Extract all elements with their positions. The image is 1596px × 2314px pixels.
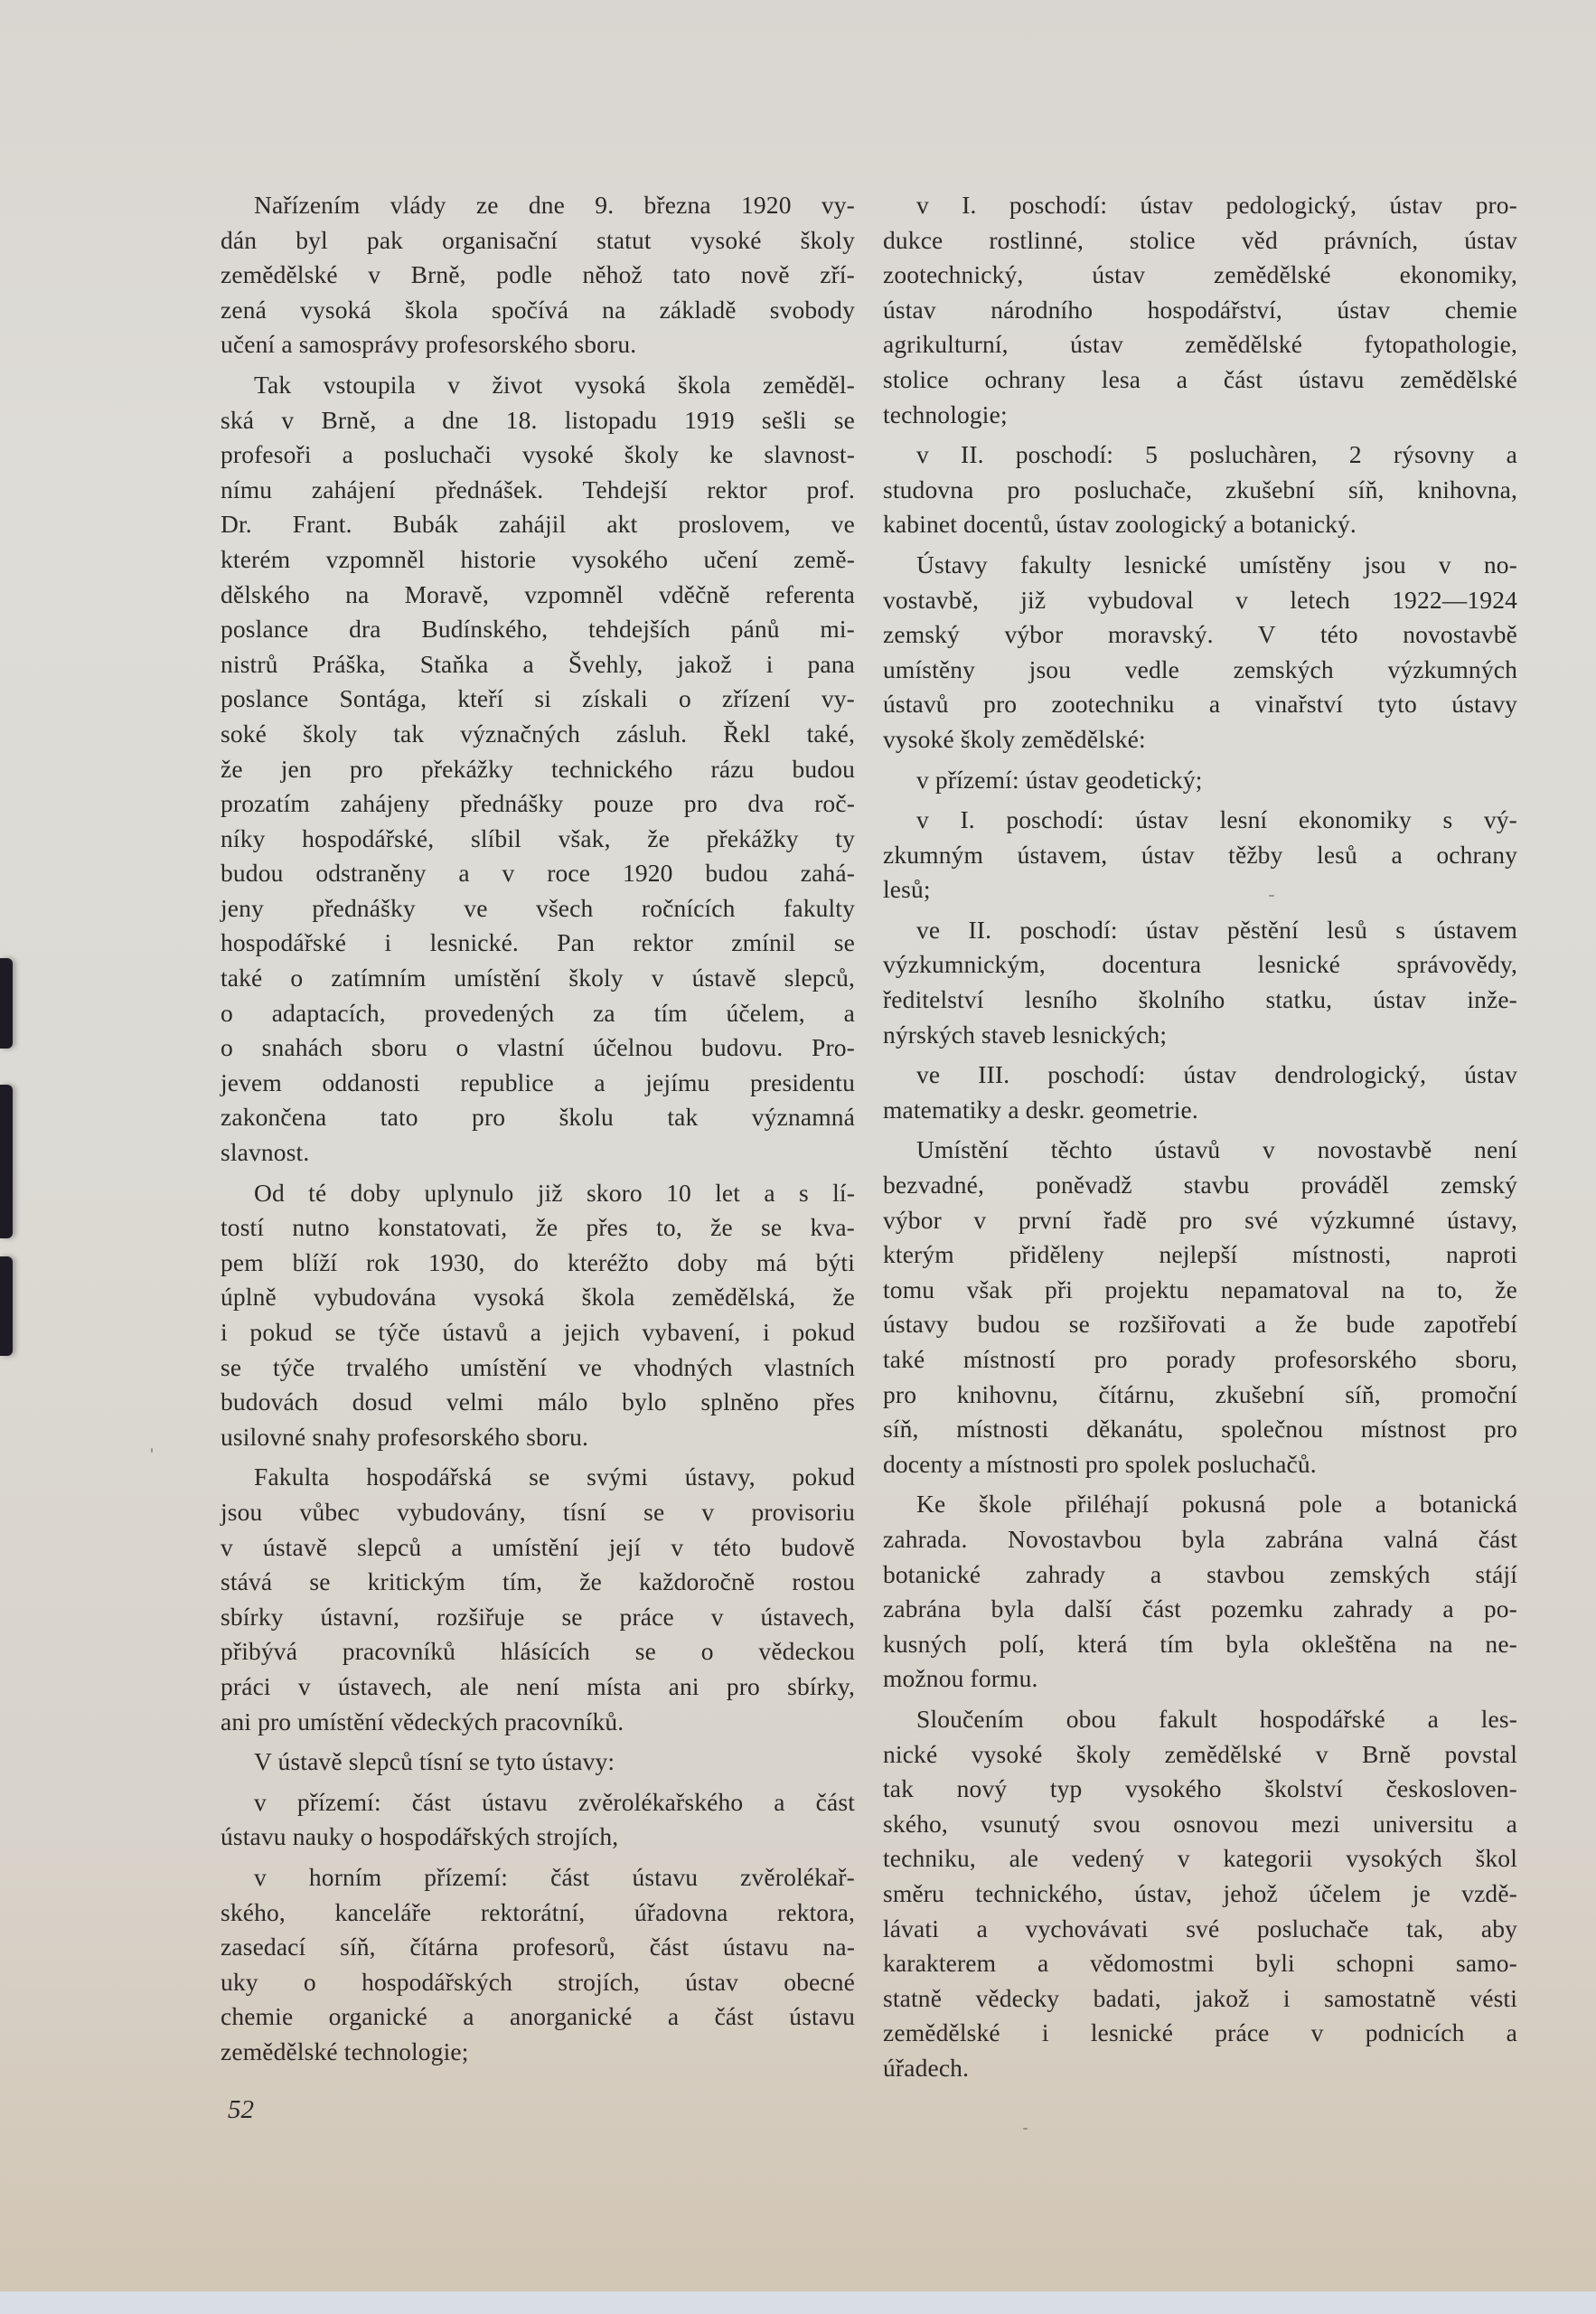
text-line: nýrských staveb lesnických; [883, 1020, 1168, 1049]
text-line: ústavu nauky o hospodářských strojích, [221, 1822, 619, 1851]
paragraph [883, 437, 1517, 542]
text-line: že jen pro překážky technického rázu budou [221, 754, 855, 783]
text-line: botanické zahrady a stavbou zemských stájí [883, 1559, 1517, 1588]
text-line: také místností pro porady profesorského sboru, [883, 1345, 1517, 1373]
scan-background [0, 2291, 1596, 2314]
paragraph [221, 368, 855, 1171]
text-line: v horním přízemí: část ústavu zvěrolékař- [254, 1862, 855, 1891]
text-line: v ústavě slepců a umístění její v této budově [221, 1532, 855, 1561]
text-line: jevem oddanosti republice a jejímu presidentu [221, 1068, 855, 1096]
text-line: ská v Brně, a dne 18. listopadu 1919 sešli se [221, 405, 855, 434]
text-line: Ústavy fakulty lesnické umístěny jsou v no- [916, 550, 1517, 578]
paper-speck [1023, 2128, 1028, 2130]
paper-speck [1269, 895, 1274, 897]
paragraph [221, 188, 855, 362]
paragraph [883, 763, 1517, 798]
text-line: zkumným ústavem, ústav těžby lesů a ochrany [883, 840, 1517, 869]
text-line: práci v ústavech, ale není místa ani pro sbírky, [221, 1671, 855, 1700]
text-line: ústav národního hospodářství, ústav chemie [883, 295, 1517, 324]
left-column [221, 188, 855, 2074]
paragraph [221, 1860, 855, 2070]
text-line: tomu však při projektu nepamatoval na to, že [883, 1275, 1517, 1303]
text-line: docenty a místnosti pro spolek posluchačů. [883, 1449, 1317, 1478]
text-line: jsou vůbec vybudovány, tísní se v provisoriu [221, 1497, 855, 1526]
text-line: výbor v první řadě pro své výzkumné ústavy, [883, 1205, 1517, 1234]
text-line: ského, vsunutý svou osnovou mezi universitu a [883, 1809, 1517, 1838]
text-line: vysoké školy zemědělské: [883, 724, 1146, 753]
text-line: dukce rostlinné, stolice věd právních, ústav [883, 225, 1517, 254]
text-line: lávati a vychovávati své posluchače tak, aby [883, 1914, 1517, 1942]
binding-edge [0, 958, 13, 1049]
paragraph [221, 1460, 855, 1739]
text-line: sbírky ústavní, rozšiřuje se práce v ústavech, [221, 1602, 855, 1631]
text-line: karakterem a vědomostmi byli schopni samo- [883, 1949, 1517, 1978]
text-line: poslance Sontága, kteří si získali o zřízení vy- [221, 684, 855, 713]
text-line: směru technického, ústav, jehož účelem je vzdě- [883, 1878, 1517, 1907]
text-line: studovna pro posluchače, zkušební síň, knihovna, [883, 475, 1517, 503]
text-line: bezvadné, poněvadž stavbu prováděl zemský [883, 1171, 1517, 1199]
text-line: ústavy budou se rozšiřovati a že bude zapotřebí [883, 1310, 1517, 1339]
text-line: uky o hospodářských strojích, ústav obecné [221, 1967, 855, 1996]
text-line: možnou formu. [883, 1664, 1038, 1693]
text-line: agrikulturní, ústav zemědělské fytopathologie, [883, 330, 1517, 359]
paragraph [883, 188, 1517, 432]
paragraph [221, 1176, 855, 1455]
text-line: zemědělské technologie; [221, 2037, 469, 2065]
text-line: chemie organické a anorganické a část ústavu [221, 2002, 855, 2031]
text-line: ve II. poschodí: ústav pěstění lesů s ústavem [916, 915, 1517, 944]
text-line: učení a samosprávy profesorského sboru. [221, 330, 637, 359]
text-line: zemědělské v Brně, podle něhož tato nově zří- [221, 260, 855, 289]
paragraph [883, 1058, 1517, 1127]
text-line: dán byl pak organisační statut vysoké školy [221, 225, 855, 254]
text-line: ani pro umístění vědeckých pracovníků. [221, 1707, 624, 1736]
text-line: i pokud se týče ústavů a jejich vybavení, i pokud [221, 1318, 855, 1346]
text-line: statně vědecky badati, jakož i samostatně vésti [883, 1983, 1517, 2012]
page-number: 52 [228, 2095, 254, 2124]
text-line: pem blíží rok 1930, do kteréžto doby má býti [221, 1247, 855, 1276]
text-line: tak nový typ vysokého školství českosloven- [883, 1774, 1517, 1803]
text-line: lesů; [883, 875, 931, 904]
text-line: zakončena tato pro školu tak významná [221, 1103, 855, 1132]
text-line: matematiky a deskr. geometrie. [883, 1095, 1198, 1124]
text-line: Umístění těchto ústavů v novostavbě není [916, 1135, 1517, 1164]
text-line: Nařízením vlády ze dne 9. března 1920 vy- [254, 191, 855, 219]
text-line: Ke škole přiléhají pokusná pole a botanická [916, 1490, 1517, 1519]
text-line: v II. poschodí: 5 posluchàren, 2 rýsovny a [916, 440, 1517, 469]
text-line: slavnost. [221, 1138, 310, 1167]
text-line: Tak vstoupila v život vysoká škola zeměděl- [254, 370, 855, 399]
text-line: ředitelství lesního školního statku, ústav inže- [883, 985, 1517, 1014]
text-line: Od té doby uplynulo již skoro 10 let a s lí- [254, 1178, 855, 1207]
text-line: o adaptacích, provedených za tím účelem, a [221, 998, 855, 1027]
paragraph [883, 913, 1517, 1052]
text-line: v I. poschodí: ústav lesní ekonomiky s vý- [916, 805, 1517, 834]
text-line: usilovné snahy profesorského sboru. [221, 1422, 588, 1451]
text-line: prozatím zahájeny přednášky pouze pro dva roč- [221, 789, 855, 818]
text-line: poslance dra Budínského, tehdejších pánů mi- [221, 615, 855, 644]
paragraph [883, 1487, 1517, 1697]
text-line: v přízemí: ústav geodetický; [916, 765, 1203, 794]
paragraph [883, 1702, 1517, 2086]
text-line: nímu zahájení přednášek. Tehdejší rektor prof. [221, 475, 855, 503]
text-line: kabinet docentů, ústav zoologický a botanický. [883, 510, 1357, 539]
text-line: V ústavě slepců tísní se tyto ústavy: [254, 1747, 615, 1776]
text-line: dělského na Moravě, vzpomněl vděčně referenta [221, 579, 855, 608]
text-line: ve III. poschodí: ústav dendrologický, ústav [916, 1060, 1517, 1089]
text-line: jeny přednášky ve všech ročnících fakulty [221, 893, 855, 922]
text-line: pro knihovnu, čítárnu, zkušební síň, promoční [883, 1379, 1517, 1408]
paper-speck [151, 1448, 153, 1453]
text-line: soké školy tak význačných zásluh. Řekl také, [221, 719, 855, 748]
text-line: v I. poschodí: ústav pedologický, ústav pro- [916, 191, 1517, 219]
binding-edge [0, 1085, 13, 1238]
text-line: stává se kritickým tím, že každoročně rostou [221, 1567, 855, 1596]
text-line: nistrů Práška, Staňka a Švehly, jakož i pana [221, 649, 855, 678]
paragraph [883, 803, 1517, 908]
text-line: zemský výbor moravský. V této novostavbě [883, 620, 1517, 649]
text-line: také o zatímním umístění školy v ústavě slepců, [221, 964, 855, 992]
paragraph [883, 1133, 1517, 1482]
text-line: úřadech. [883, 2053, 970, 2082]
text-line: budovách dosud velmi málo bylo splněno přes [221, 1387, 855, 1416]
text-line: výzkumnickým, docentura lesnické správovědy, [883, 950, 1517, 979]
text-line: přibývá pracovníků hlásících se o vědeckou [221, 1637, 855, 1666]
text-line: kterém vzpomněl historie vysokého učení země- [221, 544, 855, 573]
text-line: zemědělské i lesnické práce v podnicích a [883, 2018, 1517, 2047]
paragraph [221, 1785, 855, 1855]
text-line: nické vysoké školy zemědělské v Brně povstal [883, 1739, 1517, 1768]
text-line: hospodářské i lesnické. Pan rektor zmínil se [221, 928, 855, 957]
text-line: technologie; [883, 400, 1008, 428]
text-line: ústavů pro zootechniku a vinařství tyto ústavy [883, 690, 1517, 719]
text-line: umístěny jsou vedle zemských výzkumných [883, 654, 1517, 683]
text-line: zabrána byla další část pozemku zahrady a po- [883, 1594, 1517, 1623]
text-line: kterým přiděleny nejlepší místnosti, naproti [883, 1240, 1517, 1269]
text-line: zená vysoká škola spočívá na základě svobody [221, 295, 855, 324]
text-line: tostí nutno konstatovati, že přes to, že se kva- [221, 1213, 855, 1242]
text-line: síň, místnosti děkanátu, společnou místnost pro [883, 1415, 1517, 1444]
text-line: zasedací síň, čítárna profesorů, část ústavu na- [221, 1933, 855, 1961]
text-line: ského, kanceláře rektorátní, úřadovna rektora, [221, 1897, 855, 1926]
text-line: o snahách sboru o vlastní účelnou budovu. Pro- [221, 1033, 855, 1062]
paragraph [883, 548, 1517, 757]
text-line: vostavbě, již vybudoval v letech 1922—1924 [883, 585, 1517, 614]
text-line: úplně vybudována vysoká škola zemědělská, že [221, 1283, 855, 1312]
text-line: Sloučením obou fakult hospodářské a les- [916, 1704, 1517, 1733]
text-line: stolice ochrany lesa a část ústavu zemědělské [883, 364, 1517, 393]
text-line: se týče trvalého umístění ve vhodných vlastních [221, 1352, 855, 1381]
text-line: Fakulta hospodářská se svými ústavy, pokud [254, 1463, 855, 1491]
text-line: Dr. Frant. Bubák zahájil akt proslovem, ve [221, 510, 855, 539]
text-line: budou odstraněny a v roce 1920 budou zahá- [221, 859, 855, 888]
right-column [883, 188, 1517, 2091]
paragraph [221, 1745, 855, 1780]
binding-edge [0, 1256, 13, 1356]
text-line: zahrada. Novostavbou byla zabrána valná část [883, 1524, 1517, 1553]
text-line: zootechnický, ústav zemědělské ekonomiky, [883, 260, 1517, 289]
text-line: profesoři a posluchači vysoké školy ke slavnost- [221, 440, 855, 469]
text-line: v přízemí: část ústavu zvěrolékařského a část [254, 1787, 855, 1816]
text-line: kusných polí, která tím byla okleštěna na ne- [883, 1629, 1517, 1658]
text-line: techniku, ale vedený v kategorii vysokých škol [883, 1844, 1517, 1873]
text-line: níky hospodářské, slíbil však, že překážky ty [221, 823, 855, 852]
